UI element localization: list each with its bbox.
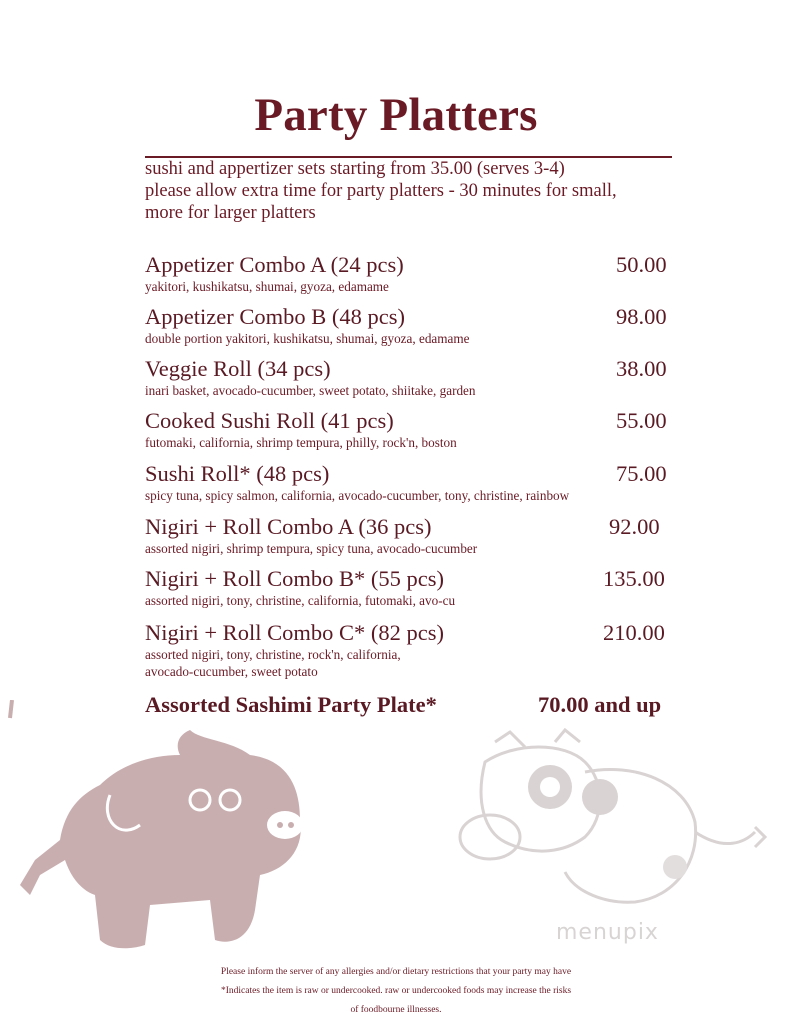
intro-line: sushi and appertizer sets starting from 35.00 (serves 3-4) [145, 159, 565, 179]
item-price: 55.00 [616, 408, 667, 433]
menu-item [145, 514, 675, 557]
item-description: assorted nigiri, shrimp tempura, spicy tuna, avocado-cucumber [145, 541, 478, 556]
cow-illustration [455, 722, 775, 922]
item-price: 92.00 [609, 514, 660, 539]
allergy-notice: Please inform the server of any allergies and/or dietary restrictions that your party may have [220, 967, 572, 977]
menu-item [145, 408, 675, 451]
item-name: Appetizer Combo A (24 pcs) [145, 252, 404, 277]
elephant-illustration [0, 700, 330, 960]
item-description: assorted nigiri, tony, christine, california, futomaki, avo-cu [145, 593, 456, 608]
raw-food-notice: *Indicates the item is raw or undercooked. raw or undercooked foods may increase the risks [220, 986, 572, 996]
item-price: 75.00 [616, 461, 667, 486]
item-price: 210.00 [603, 620, 665, 645]
item-price: 98.00 [616, 304, 667, 329]
watermark: menupix [556, 920, 659, 945]
item-name: Nigiri + Roll Combo B* (55 pcs) [145, 566, 444, 591]
intro-line: more for larger platters [145, 203, 316, 223]
item-description: futomaki, california, shrimp tempura, philly, rock'n, boston [145, 435, 457, 450]
item-description: yakitori, kushikatsu, shumai, gyoza, edamame [145, 279, 389, 294]
item-description: spicy tuna, spicy salmon, california, avocado-cucumber, tony, christine, rainbow [145, 488, 570, 503]
item-name: Assorted Sashimi Party Plate* [145, 692, 437, 717]
menu-item [145, 620, 675, 680]
item-name: Nigiri + Roll Combo C* (82 pcs) [145, 620, 444, 645]
intro-line: please allow extra time for party platters - 30 minutes for small, [145, 181, 617, 201]
menu-item [145, 356, 675, 399]
menu-item [145, 252, 675, 295]
item-name: Veggie Roll (34 pcs) [145, 356, 331, 381]
item-description: assorted nigiri, tony, christine, rock'n, california, [145, 647, 401, 662]
item-name: Sushi Roll* (48 pcs) [145, 461, 330, 486]
item-price: 70.00 and up [538, 692, 662, 717]
item-name: Cooked Sushi Roll (41 pcs) [145, 408, 394, 433]
item-name: Appetizer Combo B (48 pcs) [145, 304, 405, 329]
item-price: 135.00 [603, 566, 665, 591]
menu-item [145, 566, 675, 609]
menu-item [145, 461, 675, 504]
intro-text [145, 158, 705, 224]
item-description: inari basket, avocado-cucumber, sweet potato, shiitake, garden [145, 383, 476, 398]
menu-item [145, 692, 675, 718]
footer-notice [0, 963, 792, 1020]
item-description: avocado-cucumber, sweet potato [145, 664, 318, 679]
page-title: Party Platters [254, 89, 538, 141]
item-name: Nigiri + Roll Combo A (36 pcs) [145, 514, 432, 539]
item-description: double portion yakitori, kushikatsu, shumai, gyoza, edamame [145, 331, 470, 346]
raw-food-notice-cont: of foodbourne illnesses. [350, 1005, 442, 1015]
menu-item [145, 304, 675, 347]
item-price: 38.00 [616, 356, 667, 381]
item-price: 50.00 [616, 252, 667, 277]
